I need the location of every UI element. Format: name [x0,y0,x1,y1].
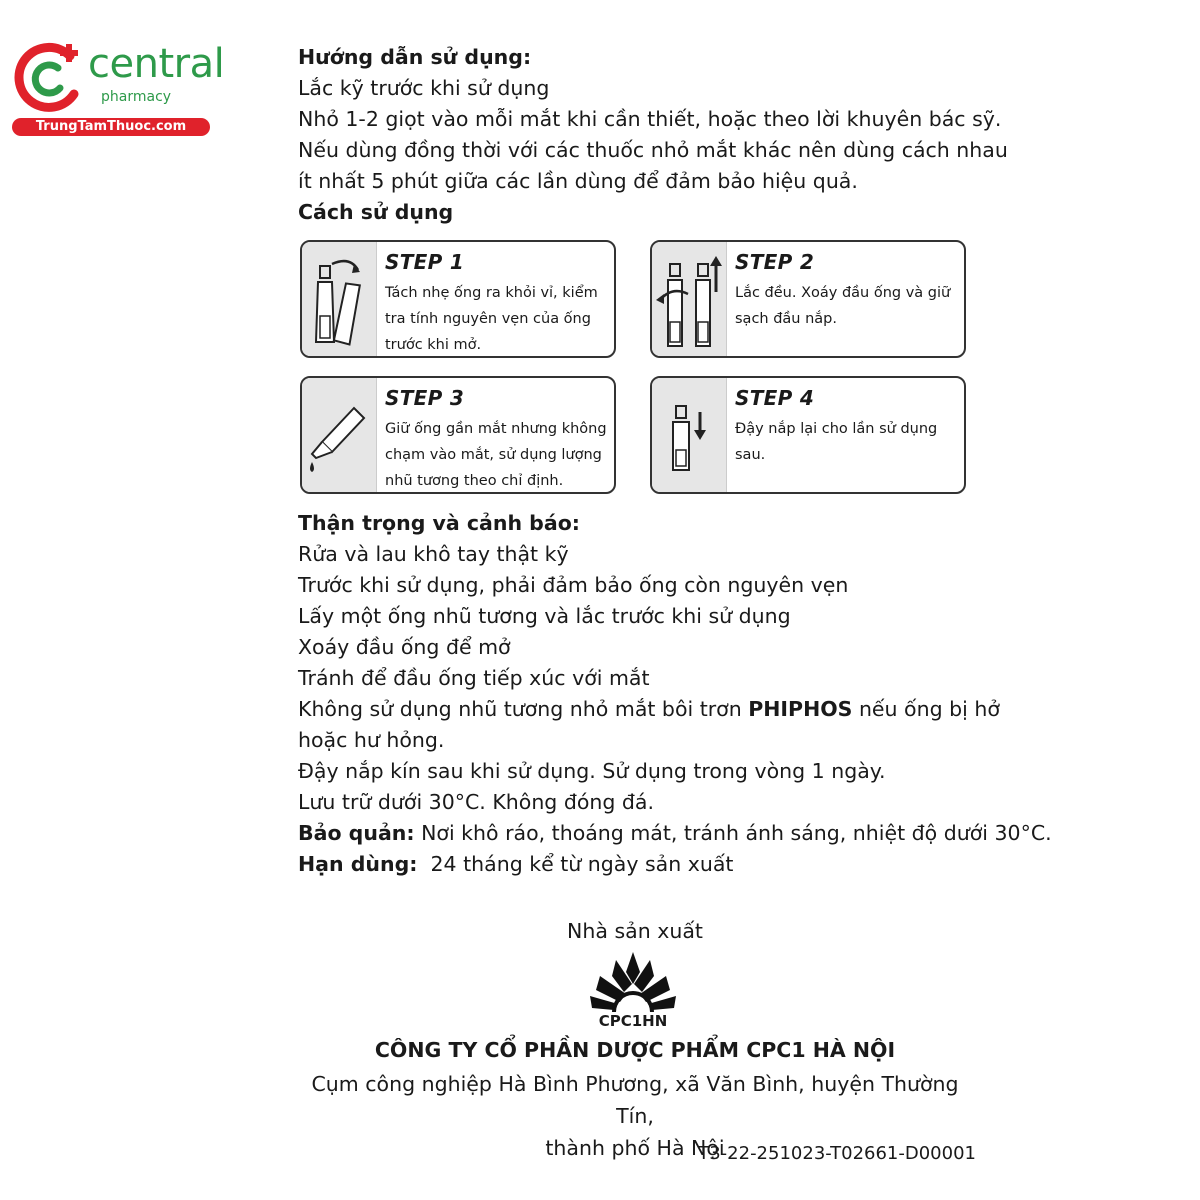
warning-line: Trước khi sử dụng, phải đảm bảo ống còn nguyên vẹn [298,573,849,597]
storage-line [298,818,1052,849]
step1-illustration [302,242,377,356]
address-line: thành phố Hà Nội [545,1136,725,1160]
step-text: Lắc đều. Xoáy đầu ống và giữ sạch đầu nắp. [735,285,951,327]
ampoule-drop-icon [302,378,376,494]
step-title: STEP 2 [735,250,815,274]
warnings-section [298,508,1052,880]
warning-line: Lấy một ống nhũ tương và lắc trước khi sử dụng [298,604,791,628]
warning-text: nếu ống bị hở [852,697,1000,721]
step-title: STEP 3 [385,386,465,410]
warnings-title: Thận trọng và cảnh báo: [298,511,580,535]
expiry-text: 24 tháng kể từ ngày sản xuất [417,852,734,876]
storage-label: Bảo quản: [298,821,415,845]
expiry-label: Hạn dùng: [298,852,418,876]
expiry-line [298,849,1052,880]
ampoule-twist-icon [652,242,726,358]
warning-line: hoặc hư hỏng. [298,728,445,752]
step-card-2 [650,240,966,358]
usage-title: Hướng dẫn sử dụng: [298,45,532,69]
brand-name: PHIPHOS [748,697,853,721]
ampoule-separate-icon [302,242,376,358]
warning-line: Tránh để đầu ống tiếp xúc với mắt [298,666,650,690]
step-card-4 [650,376,966,494]
logo-site-url: TrungTamThuoc.com [12,118,210,136]
storage-text: Nơi khô ráo, thoáng mát, tránh ánh sáng, nhiệt độ dưới 30°C. [414,821,1052,845]
warning-text: Không sử dụng nhũ tương nhỏ mắt bôi trơn [298,697,749,721]
step2-illustration [652,242,727,356]
step-card-3 [300,376,616,494]
warning-line: Xoáy đầu ống để mở [298,635,511,659]
manufacturer-label-block [300,915,970,947]
step4-illustration [652,378,727,492]
cpc1hn-logo-text: CPC1HN [598,1012,668,1030]
company-name: CÔNG TY CỔ PHẦN DƯỢC PHẨM CPC1 HÀ NỘI [374,1038,896,1062]
usage-section [298,42,1008,228]
central-pharmacy-logo [10,38,225,138]
warning-line-brand [298,694,1052,725]
usage-line: Nhỏ 1-2 giọt vào mỗi mắt khi cần thiết, hoặc theo lời khuyên bác sỹ. [298,107,1002,131]
ampoule-recap-icon [652,378,726,494]
step-title: STEP 1 [385,250,465,274]
manufacturer-label: Nhà sản xuất [567,919,703,943]
steps-grid [300,240,970,498]
logo-wordmark: central [88,41,225,87]
warning-line: Đậy nắp kín sau khi sử dụng. Sử dụng trong vòng 1 ngày. [298,759,886,783]
usage-line: Lắc kỹ trước khi sử dụng [298,76,550,100]
usage-line: Nếu dùng đồng thời với các thuốc nhỏ mắt khác nên dùng cách nhau [298,138,1008,162]
step-text: Giữ ống gần mắt nhưng không chạm vào mắt, sử dụng lượng nhũ tương theo chỉ định. [385,421,607,489]
warning-line: Lưu trữ dưới 30°C. Không đóng đá. [298,790,655,814]
address-line: Cụm công nghiệp Hà Bình Phương, xã Văn Bình, huyện Thường Tín, [311,1072,959,1128]
step-title: STEP 4 [735,386,815,410]
step3-illustration [302,378,377,492]
usage-line: ít nhất 5 phút giữa các lần dùng để đảm bảo hiệu quả. [298,169,858,193]
step-card-1 [300,240,616,358]
batch-code: T3-22-251023-T02661-D00001 [698,1143,976,1164]
cpc1hn-logo [588,950,678,1032]
step-text: Đậy nắp lại cho lần sử dụng sau. [735,421,938,463]
central-logo-mark-icon [10,38,90,118]
step-text: Tách nhẹ ống ra khỏi vỉ, kiểm tra tính nguyên vẹn của ống trước khi mở. [385,285,598,353]
method-title: Cách sử dụng [298,200,454,224]
logo-subtitle: pharmacy [101,89,172,105]
warning-line: Rửa và lau khô tay thật kỹ [298,542,569,566]
